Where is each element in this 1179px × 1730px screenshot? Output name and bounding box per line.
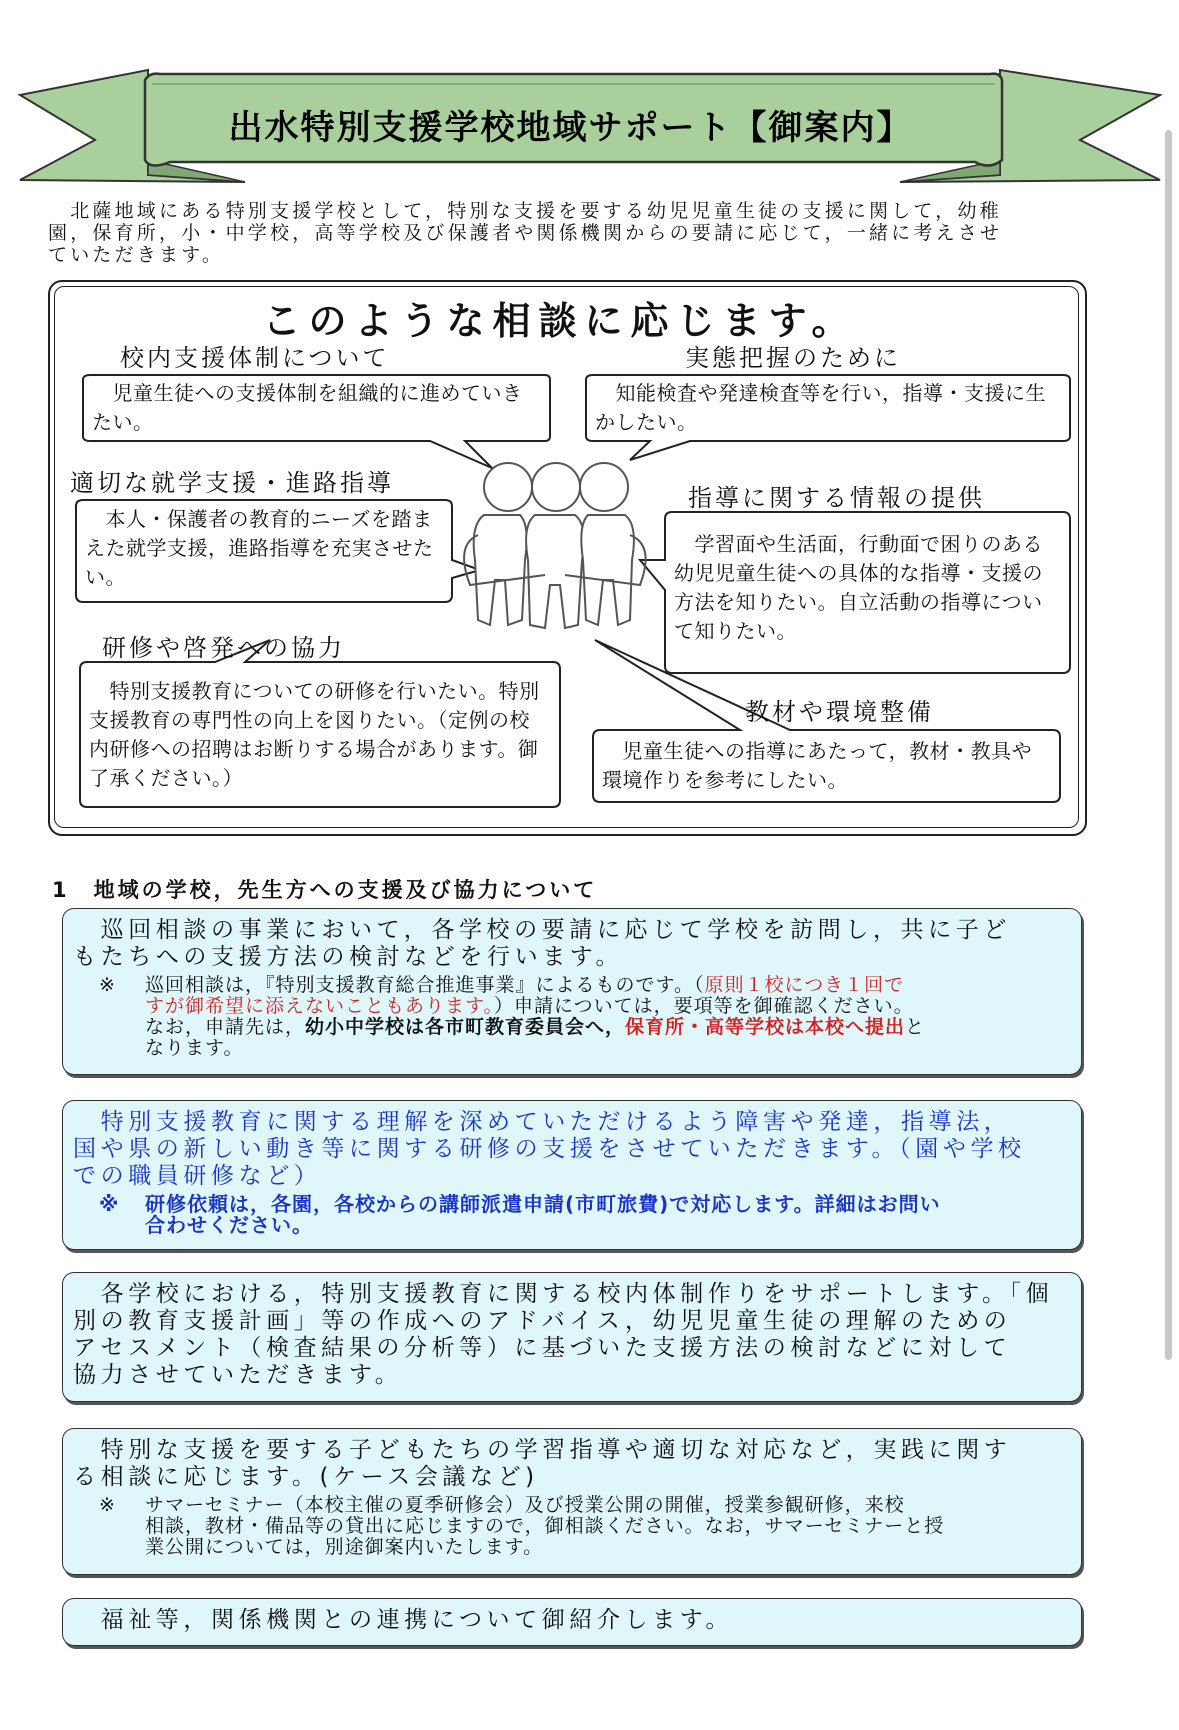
card-line: 各学校における，特別支援教育に関する校内体制作りをサポートします。「個 [73, 1281, 1054, 1307]
category-enrollment-guidance: 適切な就学支援・進路指導 [70, 469, 394, 497]
note-red: すが御希望に添えないこともあります。 [145, 995, 494, 1017]
bubble-text-5 [83, 677, 559, 793]
note-text: ）申請については，要項等を御確認ください。 [493, 995, 914, 1017]
bubble-line: 環境作りを参考にしたい。 [602, 768, 848, 792]
card-line: 協力させていただきます。 [73, 1362, 403, 1388]
bubble-line: 方法を知りたい。自立活動の指導につい [674, 590, 1043, 614]
note-mark: ※ [99, 1192, 120, 1216]
bubble-line: かしたい。 [595, 410, 698, 434]
support-card-welfare [62, 1598, 1082, 1646]
note-bold: 幼小中学校は各市町教育委員会へ， [305, 1016, 626, 1038]
bubble-text-2 [589, 379, 1069, 437]
note-text: なります。 [145, 1037, 244, 1059]
banner-title: 出水特別支援学校地域サポート【御案内】 [228, 107, 913, 148]
note-text: 巡回相談は，『特別支援教育総合推進事業』によるものです。（ [145, 974, 705, 996]
section-heading: 地域の学校，先生方への支援及び協力について [93, 878, 598, 902]
support-card-practice [62, 1428, 1082, 1575]
bubble-text-3 [79, 505, 451, 592]
card-line: 福祉等，関係機関との連携について御紹介します。 [73, 1607, 734, 1633]
intro-line: 北薩地域にある特別支援学校として，特別な支援を要する幼児児童生徒の支援に関して，幼稚 [48, 200, 1002, 222]
card-line: 国や県の新しい動き等に関する研修の支援をさせていただきます。（園や学校 [73, 1136, 1026, 1162]
note-text: なお，申請先は， [145, 1016, 306, 1038]
bubble-line: 幼児児童生徒への具体的な指導・支援の [674, 561, 1043, 585]
card-line: 巡回相談の事業において，各学校の要請に応じて学校を訪問し，共に子ど [73, 917, 1011, 943]
bubble-line: えた就学支援，進路指導を充実させた [85, 536, 434, 560]
note-text: と [905, 1016, 926, 1038]
note-red: 原則１校につき１回で [704, 974, 905, 996]
bubble-line: 知能検査や発達検査等を行い，指導・支援に生 [595, 381, 1046, 405]
section-title [52, 874, 597, 904]
card-line: での職員研修など） [73, 1163, 322, 1189]
bubble-line: て知りたい。 [674, 619, 797, 643]
card-line: アセスメント（検査結果の分析等）に基づいた支援方法の検討などに対して [73, 1335, 1012, 1361]
note-mark: ※ [99, 974, 116, 996]
bubble-line: 支援教育の専門性の向上を図りたい。（定例の校 [89, 708, 530, 732]
bubble-line: 本人・保護者の教育的ニーズを踏ま [85, 507, 433, 531]
bubble-line: い。 [85, 565, 126, 589]
category-materials: 教材や環境整備 [745, 698, 934, 726]
three-figures-illustration [464, 463, 646, 628]
note-text: 業公開については，別途御案内いたします。 [145, 1536, 544, 1558]
note-text: 相談，教材・備品等の貸出に応じますので，御相談ください。なお，サマーセミナーと授 [145, 1515, 945, 1537]
scrollbar[interactable] [1165, 130, 1172, 1360]
bubble-text-6 [596, 737, 1058, 795]
note-text: 合わせください。 [145, 1213, 313, 1237]
card-line: もたちへの支援方法の検討などを行います。 [73, 944, 624, 970]
support-card-training [62, 1100, 1082, 1250]
bubble-line: 学習面や生活面，行動面で困りのある [674, 532, 1043, 556]
intro-line: ていただきます。 [48, 244, 225, 266]
note-text: サマーセミナー（本校主催の夏季研修会）及び授業公開の開催，授業参観研修，来校 [145, 1494, 905, 1516]
bubble-text-1 [86, 379, 548, 437]
card-line: 特別な支援を要する子どもたちの学習指導や適切な対応など，実践に関す [73, 1437, 1012, 1463]
card-note [63, 1491, 1081, 1558]
bubble-text-4 [668, 530, 1068, 646]
category-assessment: 実態把握のために [685, 344, 901, 372]
bubble-line: 内研修への招聘はお断りする場合があります。御 [89, 737, 539, 761]
bubble-line: 児童生徒への指導にあたって，教材・教具や [602, 739, 1033, 763]
intro-line: 園，保育所，小・中学校，高等学校及び保護者や関係機関からの要請に応じて，一緒に考えさせ [48, 222, 1003, 244]
bubble-line: たい。 [92, 410, 154, 434]
category-school-support-system: 校内支援体制について [120, 344, 390, 372]
card-note [63, 1190, 1081, 1236]
section-number: 1 [52, 878, 70, 902]
card-line: 別の教育支援計画」等の作成へのアドバイス，幼児児童生徒の理解のための [73, 1308, 1012, 1334]
bubble-line: 了承ください。） [89, 766, 243, 790]
category-information: 指導に関する情報の提供 [688, 484, 985, 512]
card-line: る相談に応じます。(ケース会議など) [73, 1464, 539, 1490]
card-line: 特別支援教育に関する理解を深めていただけるよう障害や発達，指導法， [73, 1109, 1012, 1135]
support-card-system [62, 1272, 1082, 1402]
bubble-line: 特別支援教育についての研修を行いたい。特別 [89, 679, 540, 703]
bubble-line: 児童生徒への支援体制を組織的に進めていき [92, 381, 523, 405]
category-training: 研修や啓発への協力 [102, 634, 345, 662]
card-note [63, 971, 1081, 1059]
note-mark: ※ [99, 1494, 116, 1516]
support-card-visit [62, 908, 1082, 1075]
note-text: 研修依頼は，各園，各校からの講師派遣申請(市町旅費)で対応します。詳細はお問い [145, 1192, 941, 1216]
consult-title: このような相談に応じます。 [262, 299, 858, 343]
note-red-bold: 保育所・高等学校は本校へ提出 [625, 1016, 906, 1038]
